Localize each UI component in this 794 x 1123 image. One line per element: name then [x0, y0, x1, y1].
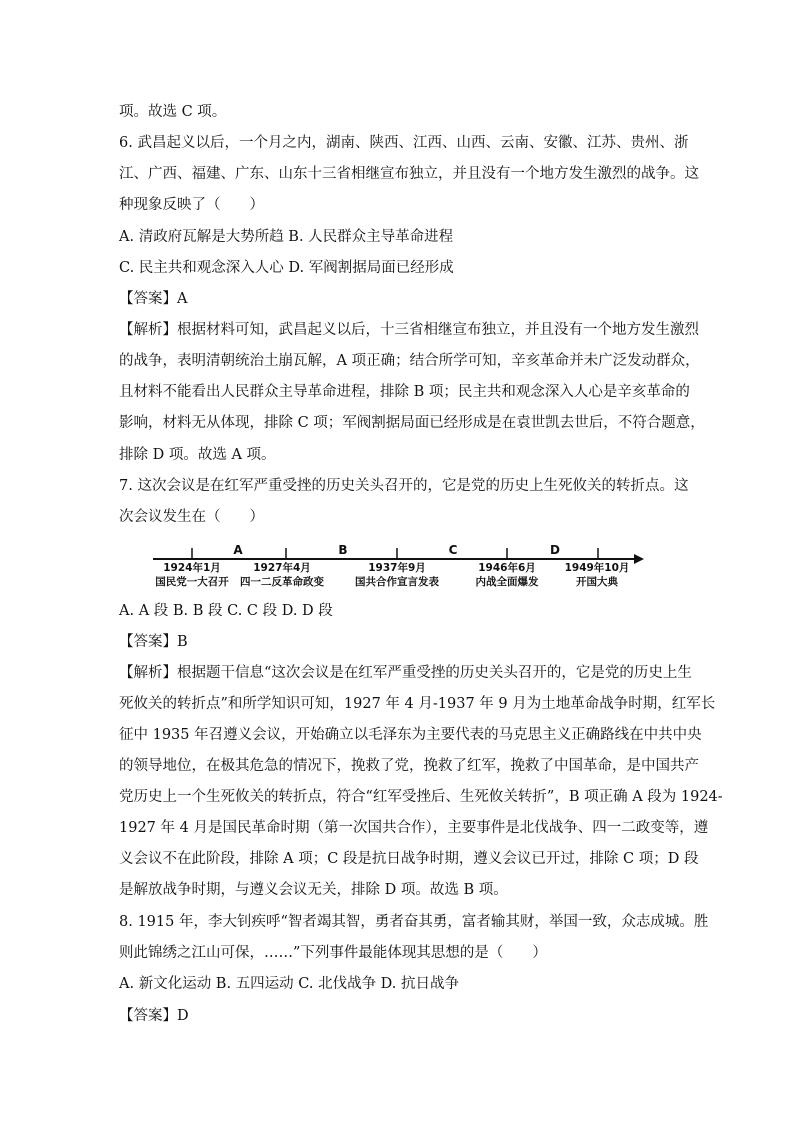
- timeline-date: 1937年9月: [368, 562, 426, 574]
- text-line: 江、广西、福建、广东、山东十三省相继宣布独立，并且没有一个地方发生激烈的战争。这: [119, 166, 699, 182]
- analysis-line: 【解析】根据题干信息“这次会议是在红军严重受挫的历史关头召开的，它是党的历史上生: [119, 665, 692, 681]
- text-line: 义会议不在此阶段，排除 A 项；C 段是抗日战争时期，遵义会议已开过，排除 C 项；D 段: [119, 851, 699, 867]
- timeline-event: 四一二反革命政变: [240, 576, 324, 588]
- text-line: 的战争，表明清朝统治土崩瓦解，A 项正确；结合所学可知，辛亥革命并未广泛发动群众，: [119, 353, 700, 369]
- answer-line: 【答案】A: [119, 291, 188, 307]
- answer-line: 【答案】B: [119, 634, 188, 650]
- text-line: 的领导地位，在极其危急的情况下，挽救了党，挽救了红军，挽救了中国革命，是中国共产: [119, 758, 699, 774]
- text-line: 影响，材料无从体现，排除 C 项；军阀割据局面已经形成是在袁世凯去世后，不符合题意，: [119, 415, 705, 431]
- segment-label-c: C: [448, 543, 458, 557]
- text-line: 党历史上一个生死攸关的转折点，符合“红军受挫后、生死攸关转折”，B 项正确 A 段为 1924-: [119, 789, 723, 805]
- segment-label-d: D: [550, 543, 560, 557]
- text-line: 1927 年 4 月是国民革命时期（第一次国共合作），主要事件是北伐战争、四一二政变等，遵: [119, 820, 709, 836]
- answer-line: 【答案】D: [119, 1008, 189, 1024]
- option-line: A. 新文化运动 B. 五四运动 C. 北伐战争 D. 抗日战争: [119, 976, 460, 992]
- timeline-event: 国民党一大召开: [155, 576, 229, 588]
- timeline-event: 内战全面爆发: [475, 576, 539, 588]
- timeline-date: 1946年6月: [478, 562, 536, 574]
- question-7-line: 7. 这次会议是在红军严重受挫的历史关头召开的，它是党的历史上生死攸关的转折点。这: [119, 478, 689, 494]
- option-line: C. 民主共和观念深入人心 D. 军阀割据局面已经形成: [119, 260, 454, 276]
- timeline-event: 开国大典: [576, 576, 618, 588]
- text-line: 死攸关的转折点”和所学知识可知，1927 年 4 月-1937 年 9 月为土地革命战争时期，红军长: [119, 696, 716, 712]
- question-6-line: 6. 武昌起义以后，一个月之内，湖南、陕西、江西、山西、云南、安徽、江苏、贵州、浙: [119, 135, 689, 151]
- option-line: A. A 段 B. B 段 C. C 段 D. D 段: [119, 603, 333, 619]
- analysis-line: 【解析】根据材料可知，武昌起义以后，十三省相继宣布独立，并且没有一个地方发生激烈: [119, 322, 699, 338]
- text-line: 排除 D 项。故选 A 项。: [119, 447, 276, 463]
- timeline-date: 1949年10月: [564, 562, 630, 574]
- text-line: 且材料不能看出人民群众主导革命进程，排除 B 项；民主共和观念深入人心是辛亥革命的: [119, 384, 690, 400]
- text-line: 种现象反映了（ ）: [119, 197, 264, 213]
- timeline-svg: [150, 540, 650, 596]
- text-line: 是解放战争时期，与遵义会议无关，排除 D 项。故选 B 项。: [119, 882, 508, 898]
- option-line: A. 清政府瓦解是大势所趋 B. 人民群众主导革命进程: [119, 229, 454, 245]
- timeline-event: 国共合作宣言发表: [355, 576, 439, 588]
- timeline-figure: [150, 540, 650, 596]
- timeline-arrow-icon: [634, 554, 644, 564]
- question-8-line: 8. 1915 年，李大钊疾呼“智者竭其智，勇者奋其勇，富者输其财，举国一致，众志成城。胜: [119, 914, 709, 930]
- text-line: 则此锦绣之江山可保，……”下列事件最能体现其思想的是（ ）: [119, 945, 547, 961]
- text-line: 项。故选 C 项。: [119, 104, 227, 120]
- text-line: 征中 1935 年召遵义会议，开始确立以毛泽东为主要代表的马克思主义正确路线在中共中央: [119, 727, 702, 743]
- timeline-date: 1924年1月: [163, 562, 221, 574]
- text-line: 次会议发生在（ ）: [119, 509, 264, 525]
- timeline-date: 1927年4月: [253, 562, 311, 574]
- segment-label-a: A: [233, 543, 243, 557]
- segment-label-b: B: [338, 543, 348, 557]
